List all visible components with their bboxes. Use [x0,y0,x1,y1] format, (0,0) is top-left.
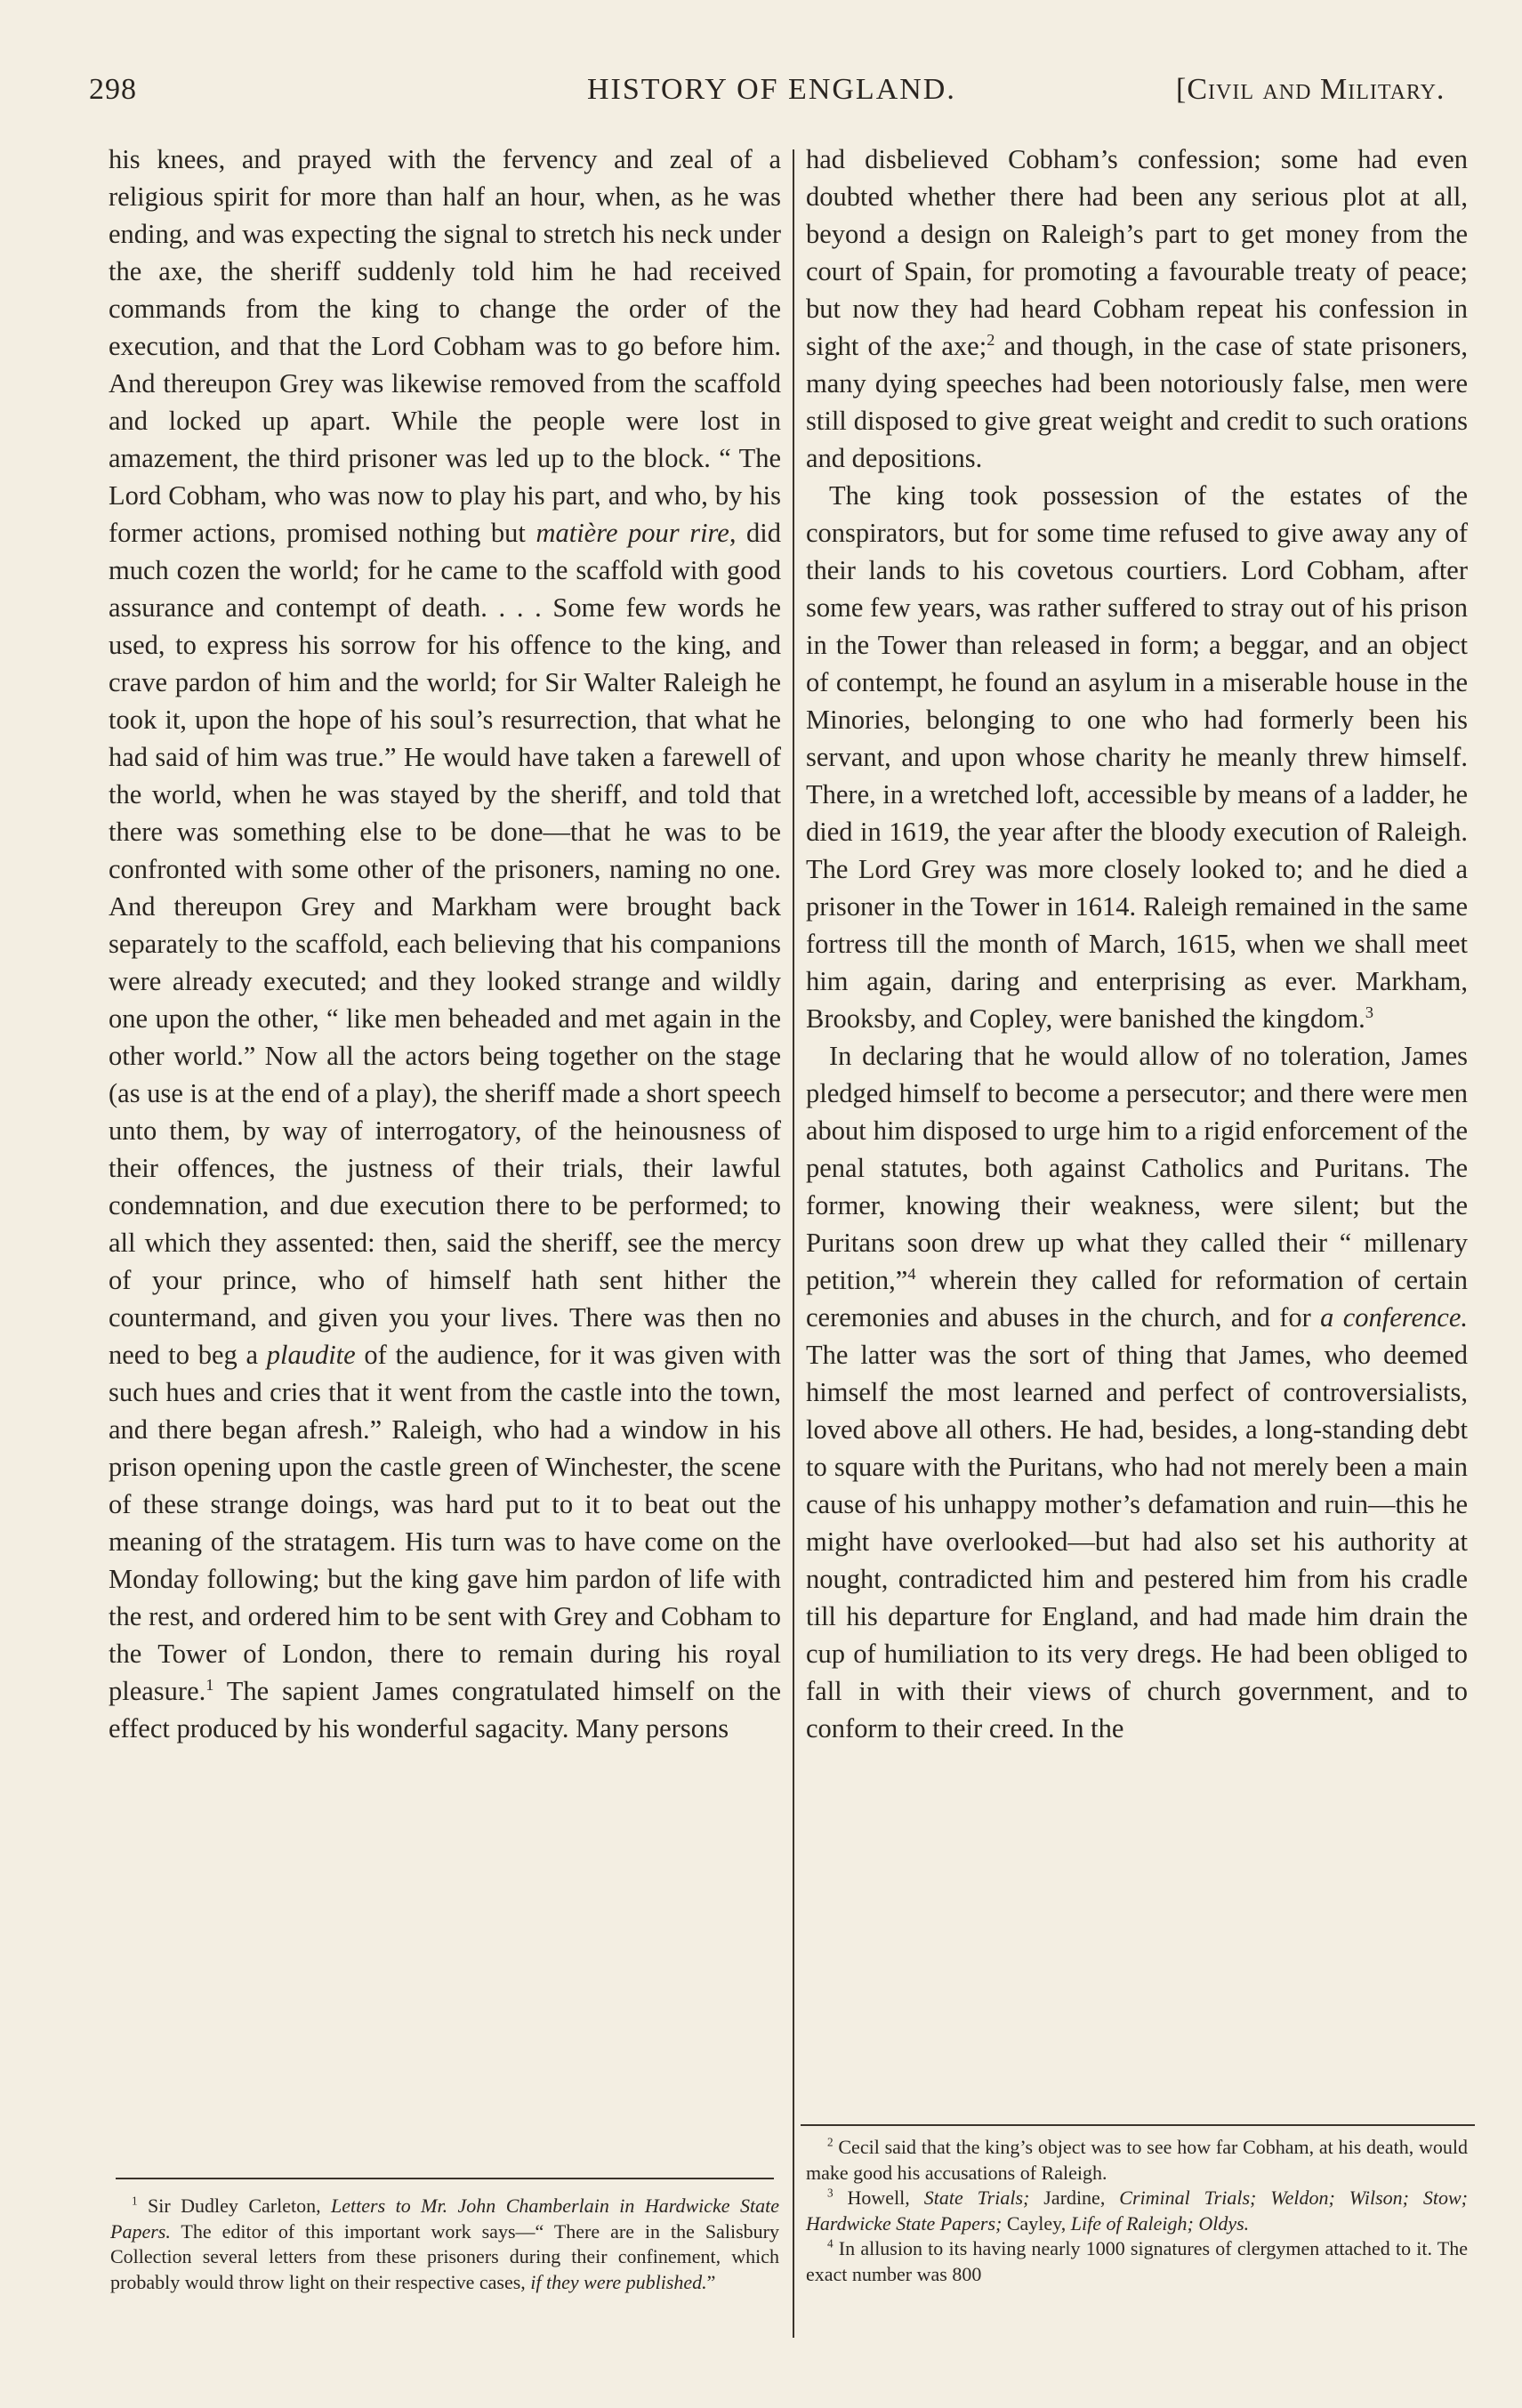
left-paragraph: his knees, and prayed with the fervency and zeal of a religious spirit for more than half an hour, when, as he was ending, and was expecting the signal to stretch his neck under the axe, the sheriff suddenly told him he had received commands from the king to change the order of the execution, and that the Lord Cobham was to go before him. And thereupon Grey was likewise removed from the scaffold and locked up apart. While the people were lost in amazement, the third prisoner was led up to the block. “ The Lord Cobham, who was now to play his part, and who, by his former actions, promised nothing but matière pour rire, did much cozen the world; for he came to the scaffold with good assurance and contempt of death. . . . Some few words he used, to express his sorrow for his offence to the king, and crave pardon of him and the world; for Sir Walter Raleigh he took it, upon the hope of his soul’s resurrection, that what he had said of him was true.” He would have taken a farewell of the world, when he was stayed by the sheriff, and told that there was something else to be done—that he was to be confronted with some other of the prisoners, naming no one. And thereupon Grey and Markham were brought back separately to the scaffold, each believing that his companions were already executed; and they looked strange and wildly one upon the other, “ like men beheaded and met again in the other world.” Now all the actors being together on the stage (as use is at the end of a play), the sheriff made a short speech unto them, by way of interrogatory, of the heinousness of their offences, the justness of their trials, their lawful condemnation, and due execution there to be performed; to all which they assented: then, said the sheriff, see the mercy of your prince, who of himself hath sent hither the countermand, and given you your lives. There was then no need to beg a plaudite of the audience, for it was given with such hues and cries that it went from the castle into the town, and there began afresh.” Raleigh, who had a window in his prison opening upon the castle green of Winchester, the scene of these strange doings, was hard put to it to beat out the meaning of the stratagem. His turn was to have come on the Monday following; but the king gave him pardon of life with the rest, and ordered him to be sent with Grey and Cobham to the Tower of London, there to remain during his royal pleasure.$^1$ The sapient James congratulated himself on the effect produced by his wonderful sagacity. Many persons [109,144,781,1744]
running-title: HISTORY OF ENGLAND. [587,73,956,106]
footnotes-left [110,2194,779,2295]
footnote-1: $^1$ Sir Dudley Carleton, Letters to Mr. John Chamberlain in Hardwicke State Papers. The editor of this important work says—“ There are in the Salisbury Collection several letters from these prisoners during their confinement, which probably would throw light on their respective cases, if they were published.” [110,2194,779,2293]
column-divider [793,149,794,2338]
footnote-ref-1: 1 [205,1675,214,1694]
footnote-4: $^4$ In allusion to its having nearly 1000 signatures of clergymen attached to it. The exact number was 800 [806,2236,1468,2285]
left-column [109,141,781,1747]
footnotes-right [806,2135,1468,2287]
right-paragraph-estates: The king took possession of the estates of the conspirators, but for some time refused to give away any of their lands to his covetous courtiers. Lord Cobham, after some few years, was rather suffered to stray out of his prison in the Tower than released in form; a beggar, and an object of contempt, he found an asylum in a miserable house in the Minories, belonging to one who had formerly been his servant, and upon whose charity he meanly threw himself. There, in a wretched loft, accessible by means of a ladder, he died in 1619, the year after the bloody execution of Raleigh. The Lord Grey was more closely looked to; and he died a prisoner in the Tower in 1614. Raleigh remained in the same fortress till the month of March, 1615, when we shall meet him again, daring and enterprising as ever. Markham, Brooksby, and Copley, were banished the kingdom.$^3$ [806,480,1469,1034]
footnote-ref-4: 4 [907,1264,916,1283]
footnote-ref-2: 2 [986,330,995,349]
page-number: 298 [89,73,137,106]
right-column [806,141,1468,1747]
footnote-rule-left [116,2178,774,2179]
right-paragraph-continued: had disbelieved Cobham’s confession; some had even doubted whether there had been any serious plot at all, beyond a design on Raleigh’s part to get money from the court of Spain, for promoting a favourable treaty of peace; but now they had heard Cobham repeat his confession in sight of the axe;$^2$ and though, in the case of state prisoners, many dying speeches had been notoriously false, men were still disposed to give great weight and credit to such orations and depositions. [806,144,1468,473]
footnote-ref-3: 3 [1365,1003,1373,1021]
footnote-3: $^3$ Howell, State Trials; Jardine, Criminal Trials; Weldon; Wilson; Stow; Hardwicke State Papers; Cayley, Life of Raleigh; Oldys. [806,2186,1469,2235]
section-label: [Civil and Military. [1176,73,1445,106]
footnote-rule-right [801,2124,1475,2126]
running-header [0,73,1522,109]
footnote-2: $^2$ Cecil said that the king’s object was to see how far Cobham, at his death, would make good his accusations of Raleigh. [806,2135,1468,2184]
right-paragraph-toleration: In declaring that he would allow of no toleration, James pledged himself to become a persecutor; and there were men about him disposed to urge him to a rigid enforcement of the penal statutes, both against Catholics and Puritans. The former, knowing their weakness, were silent; but the Puritans soon drew up what they called their “ millenary petition,”$^4$ wherein they called for reformation of certain ceremonies and abuses in the church, and for a conference. The latter was the sort of thing that James, who deemed himself the most learned and perfect of controversialists, loved above all others. He had, besides, a long-standing debt to square with the Puritans, who had not merely been a main cause of his unhappy mother’s defamation and ruin—this he might have overlooked—but had also set his authority at nought, contradicted him and pestered him from his cradle till his departure for England, and had made him drain the cup of humiliation to its very dregs. He had been obliged to fall in with their views of church government, and to conform to their creed. In the [806,1041,1468,1744]
